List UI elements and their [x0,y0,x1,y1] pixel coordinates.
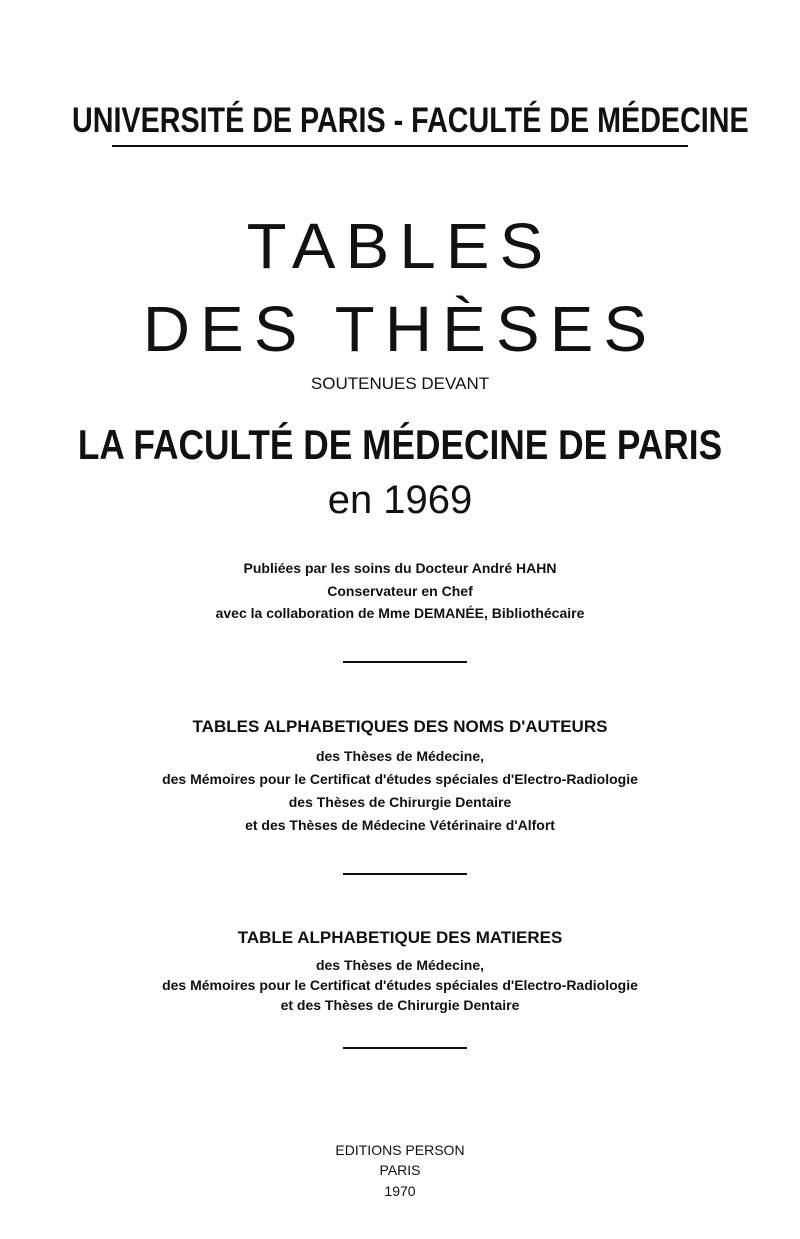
section-detail-line: des Mémoires pour le Certificat d'études spéciales d'Electro-Radiologie [162,977,638,993]
section-divider [343,1047,467,1049]
publisher-name: EDITIONS PERSON [335,1142,465,1158]
section-detail-line: des Thèses de Chirurgie Dentaire [288,794,512,810]
section-detail-line: des Thèses de Médecine, [315,748,485,764]
main-title-line-2: DES THÈSES [142,293,658,365]
section-detail-line: des Mémoires pour le Certificat d'études spéciales d'Electro-Radiologie [162,771,638,787]
publisher-city: PARIS [379,1162,421,1178]
section-title: TABLE ALPHABETIQUE DES MATIERES [237,928,563,947]
editor-line: Conservateur en Chef [327,583,473,599]
institution-heading: UNIVERSITÉ DE PARIS - FACULTÉ DE MÉDECINE [72,101,749,140]
year-heading: en 1969 [327,478,473,522]
section-title: TABLES ALPHABETIQUES DES NOMS D'AUTEURS [192,717,608,736]
header-rule [112,145,688,147]
subtitle: SOUTENUES DEVANT [310,374,490,393]
section-detail-line: et des Thèses de Chirurgie Dentaire [280,997,520,1013]
section-detail-line: des Thèses de Médecine, [315,957,485,973]
main-title-line-1: TABLES [246,210,554,282]
section-divider [343,873,467,875]
editor-line: avec la collaboration de Mme DEMANÉE, Bibliothécaire [215,605,585,621]
editor-line: Publiées par les soins du Docteur André HAHN [243,560,557,576]
faculty-heading: LA FACULTÉ DE MÉDECINE DE PARIS [77,421,723,468]
section-divider [343,661,467,663]
section-detail-line: et des Thèses de Médecine Vétérinaire d'Alfort [245,817,555,833]
publication-year: 1970 [384,1183,416,1199]
